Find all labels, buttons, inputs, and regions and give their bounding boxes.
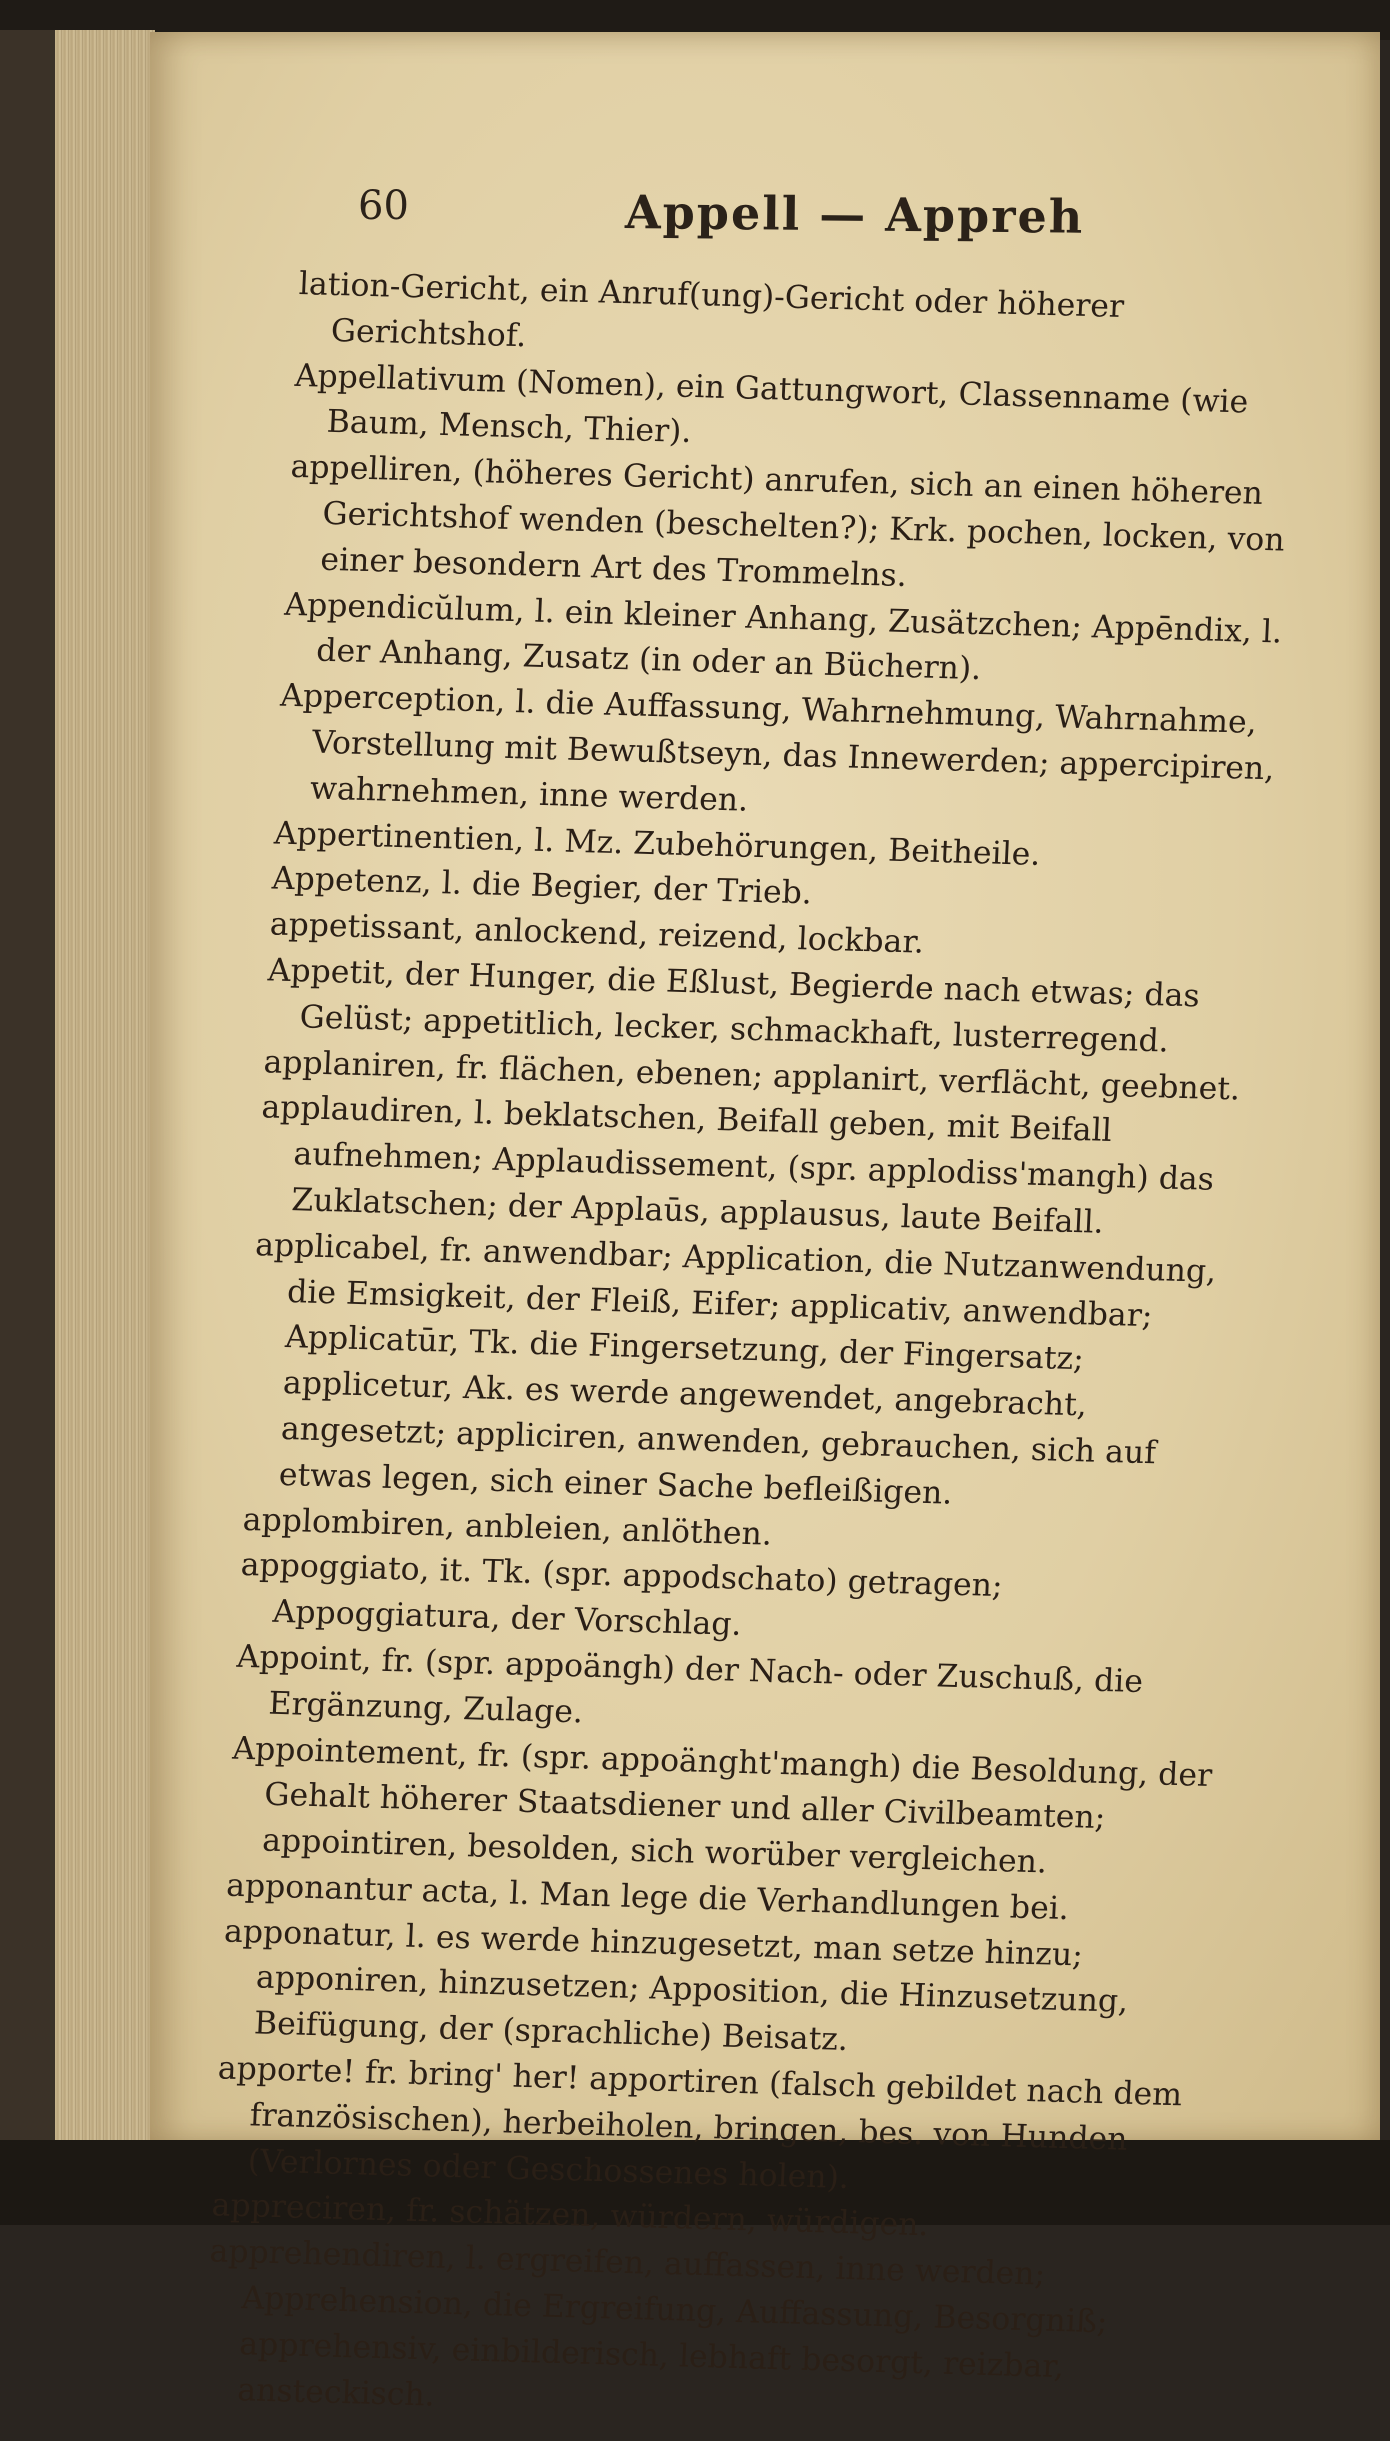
dictionary-entry: apponatur, l. es werde hinzugesetzt, man setze hinzu; apponiren, hinzusetzen; Apposition, die Hinzusetzung, Beifügung, der (sprachliche) Beisatz. [223,1913,1129,2059]
page-edges [55,30,155,2140]
dictionary-entry: appreciren, fr. schätzen, würdern, würdigen. [210,2187,930,2244]
dictionary-entry: Appointement, fr. (spr. appoänght'mangh) die Besoldung, der Gehalt höherer Staatsdiener und aller Civilbeamten; appointiren, besolden, sich worüber vergleichen. [231,1730,1213,1881]
dictionary-entry: Appendicŭlum, l. ein kleiner Anhang, Zusätzchen; Appēndix, l. der Anhang, Zusatz (in oder an Büchern). [283,586,1283,688]
dictionary-entry: Appertinentien, l. Mz. Zubehörungen, Beitheile. [273,815,1042,873]
dictionary-entry: apponantur acta, l. Man lege die Verhandlungen bei. [225,1867,1070,1927]
dictionary-entry: appelliren, (höheres Gericht) anrufen, sich an einen höheren Gerichtshof wenden (beschelten?); Krk. pochen, locken, von einer besondern Art des Trommelns. [289,449,1286,594]
dictionary-entry: appoggiato, it. Tk. (spr. appodschato) getragen; Appoggiatura, der Vorschlag. [240,1547,1004,1643]
dictionary-entry: Appetenz, l. die Begier, der Trieb. [271,860,813,912]
dictionary-entry: applicabel, fr. anwendbar; Application, die Nutzanwendung, die Emsigkeit, der Fleiß, Eifer; applicativ, anwendbar; Applicatūr, Tk. die Fingersetzung, der Fingersatz; applicetur, Ak. es werde angewendet, angebracht, angesetzt; appliciren, anwenden, gebrauchen, sich auf etwas legen, sich einer Sache befleißigen. [254,1226,1217,1512]
dictionary-entry: Appetit, der Hunger, die Eßlust, Begierde nach etwas; das Gelüst; appetitlich, lecker, schmackhaft, lusterregend. [267,952,1201,1060]
dictionary-entry: applaudiren, l. beklatschen, Beifall geben, mit Beifall aufnehmen; Applaudissement, (spr. applodiss'mangh) das Zuklatschen; der Applaūs, applausus, laute Beifall. [260,1089,1215,1241]
dictionary-entry: applaniren, fr. flächen, ebenen; applanirt, verflächt, geebnet. [262,1043,1241,1108]
dictionary-entry: apporte! fr. bring' her! apportiren (falsch gebildet nach dem französischen), herbeiholen, bringen, bes. von Hunden (Verlornes oder Geschossenes holen). [217,2050,1183,2196]
dictionary-entry: lation-Gericht, ein Anruf(ung)-Gericht oder höherer Gerichtshof. [298,265,1125,355]
dictionary-entries [202,262,1299,2440]
dictionary-entry: apprehendiren, l. ergreifen, auffassen, inne werden; Apprehension, die Ergreifung, Auffassung, Besorgniß; apprehensiv, einbilderisch, lebhaft besorgt, reizbar, ansteckisch. [208,2233,1109,2414]
dictionary-entry: appetissant, anlockend, reizend, lockbar. [269,906,925,961]
dictionary-entry: Appoint, fr. (spr. appoängh) der Nach- oder Zuschuß, die Ergänzung, Zulage. [235,1638,1144,1731]
dictionary-entry: applombiren, anbleien, anlöthen. [242,1501,773,1553]
book-cover-left [0,30,55,2160]
running-head: Appell — Appreh [624,185,1085,244]
page-number: 60 [358,183,409,229]
dictionary-entry: Apperception, l. die Auffassung, Wahrnehmung, Wahrnahme, Vorstellung mit Bewußtseyn, das Innewerden; appercipiren, wahrnehmen, inne werden. [279,677,1276,819]
dictionary-entry: Appellativum (Nomen), ein Gattungwort, Classenname (wie Baum, Mensch, Thier). [294,357,1250,451]
